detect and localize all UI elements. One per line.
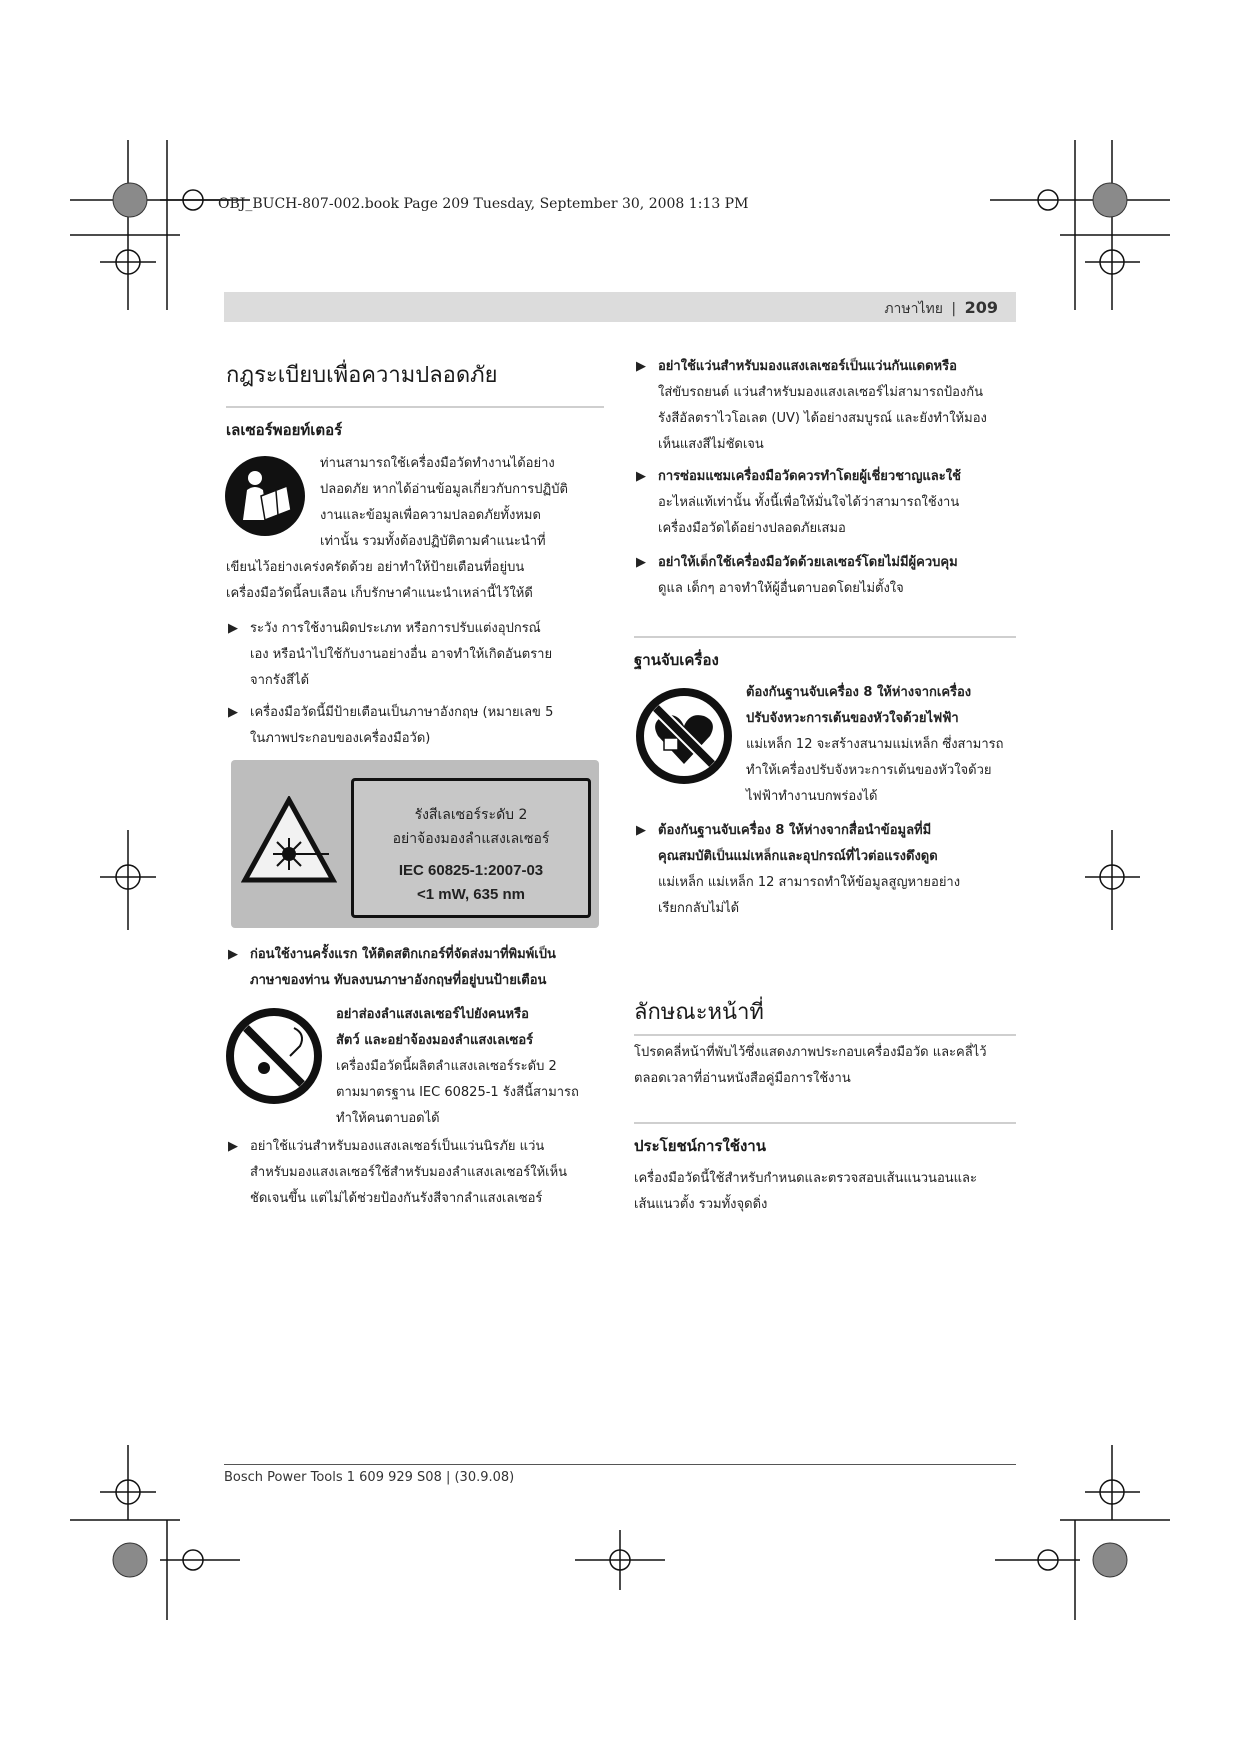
section-divider [634,636,1016,638]
mount-line: ปรับจังหวะการเต้นของหัวใจด้วยไฟฟ้า [746,711,959,726]
intro-text-block [320,451,610,555]
bullet-arrow-icon: ▶ [228,705,238,720]
desc-line: ตลอดเวลาที่อ่านหนังสือคู่มือการใช้งาน [634,1071,851,1086]
bullet-line: เรียกกลับไม่ได้ [658,901,740,916]
bullet-arrow-icon: ▶ [636,359,646,374]
bullet-line: ระวัง การใช้งานผิดประเภท หรือการปรับแต่งอุปกรณ์ [250,621,541,636]
warn-line: สัตว์ และอย่าจ้องมองลำแสงเลเซอร์ [336,1033,534,1048]
bullet-line: ต้องกันฐานจับเครื่อง 8 ให้ห่างจากสื่อนำข้อมูลที่มี [658,823,932,838]
intro-line: งานและข้อมูลเพื่อความปลอดภัยทั้งหมด [320,508,541,523]
intro-line: เขียนไว้อย่างเคร่งครัดด้วย อย่าทำให้ป้ายเตือนที่อยู่บน [226,560,525,575]
bullet-arrow-icon: ▶ [228,1139,238,1154]
section-divider [634,1034,1016,1036]
bullet-line: ดูแล เด็กๆ อาจทำให้ผู้อื่นตาบอดโดยไม่ตั้งใจ [658,581,904,596]
page-header-label: ภาษาไทย | 209 [884,298,998,317]
intro-line: เท่านั้น รวมทั้งต้องปฏิบัติตามคำแนะนำที่ [320,534,546,549]
bullet-line: อะไหล่แท้เท่านั้น ทั้งนี้เพื่อให้มั่นใจได้ว่าสามารถใช้งาน [658,495,960,510]
footer-rule [224,1464,1016,1465]
bullet-line: อย่าใช้แว่นสำหรับมองแสงเลเซอร์เป็นแว่นนิรภัย แว่น [250,1139,545,1154]
section-divider [634,1122,1016,1124]
bullet-arrow-icon: ▶ [636,823,646,838]
desc-line: โปรดคลี่หน้าที่พับไว้ซึ่งแสดงภาพประกอบเครื่องมือวัด และคลี่ไว้ [634,1045,987,1060]
bullet-line: ก่อนใช้งานครั้งแรก ให้ติดสติกเกอร์ที่จัดส่งมาที่พิมพ์เป็น [250,947,556,962]
warn-line: ทำให้คนตาบอดได้ [336,1111,440,1126]
bullet-magnetic-media [636,818,1038,922]
bullet-line: เครื่องมือวัดได้อย่างปลอดภัยเสมอ [658,521,846,536]
language-label: ภาษาไทย [884,301,943,317]
section-title-safety: กฎระเบียบเพื่อความปลอดภัย [226,363,498,388]
bullet-line: เห็นแสงสีไม่ชัดเจน [658,437,764,452]
intro-text-block-cont [226,555,616,607]
pacemaker-warning-text [746,680,1026,810]
label-text-panel [351,778,591,918]
bullet-line: อย่าใช้แว่นสำหรับมองแสงเลเซอร์เป็นแว่นกันแดดหรือ [658,359,957,374]
left-column [226,357,604,392]
label-line-2: อย่าจ้องมองลำแสงเลเซอร์ [392,831,550,847]
bullet-arrow-icon: ▶ [228,621,238,636]
mount-line: ไฟฟ้าทำงานบกพร่องได้ [746,789,878,804]
bullet-line: การซ่อมแซมเครื่องมือวัดควรทำโดยผู้เชี่ยวชาญและใช้ [658,469,961,484]
page-header-bar [224,292,1016,322]
intro-line: เครื่องมือวัดนี้ลบเลือน เก็บรักษาคำแนะนำเหล่านี้ไว้ให้ดี [226,586,533,601]
warn-line: เครื่องมือวัดนี้ผลิตลำแสงเลเซอร์ระดับ 2 [336,1059,557,1074]
bullet-arrow-icon: ▶ [636,555,646,570]
bullet-line: รังสีอัลตราไวโอเลต (UV) ได้อย่างสมบูรณ์ และยังทำให้มอง [658,411,987,426]
bullet-misuse-warning [228,616,630,694]
bullet-line: ใส่ขับรถยนต์ แว่นสำหรับมองแสงเลเซอร์ไม่สามารถป้องกัน [658,385,984,400]
bullet-line: สำหรับมองแสงเลเซอร์ใช้สำหรับมองลำแสงเลเซอร์ให้เห็น [250,1165,568,1180]
bullet-line: เอง หรือนำไปใช้กับงานอย่างอื่น อาจทำให้เกิดอันตราย [250,647,553,662]
subsection-mount: ฐานจับเครื่อง [634,651,719,669]
label-line-3: IEC 60825-1:2007-03 [398,862,544,879]
bullet-english-label [228,700,630,752]
bullet-line: อย่าให้เด็กใช้เครื่องมือวัดด้วยเลเซอร์โดยไม่มีผู้ควบคุม [658,555,958,570]
bullet-line: จากรังสีได้ [250,673,310,688]
use-line: เครื่องมือวัดนี้ใช้สำหรับกำหนดและตรวจสอบเส้นแนวนอนและ [634,1171,977,1186]
section-divider [226,406,604,408]
bullet-arrow-icon: ▶ [636,469,646,484]
warn-line: ตามมาตรฐาน IEC 60825-1 รังสีนี้สามารถ [336,1085,579,1100]
bullet-repair-by-specialist [636,464,1038,542]
no-laser-at-people-icon [224,1006,324,1106]
subsection-laser-pointer: เลเซอร์พอยท์เตอร์ [226,421,343,439]
laser-warning-text [336,1002,616,1132]
label-line-4: <1 mW, 635 nm [417,886,525,903]
subsection-intended-use: ประโยชน์การใช้งาน [634,1137,766,1155]
page-number: 209 [964,298,998,317]
bullet-glasses-not-sunglasses [636,354,1038,458]
bullet-line: เครื่องมือวัดนี้มีป้ายเตือนเป็นภาษาอังกฤษ (หมายเลข 5 [250,705,554,720]
book-meta-line: OBJ_BUCH-807-002.book Page 209 Tuesday, September 30, 2008 1:13 PM [218,196,749,212]
footer-text: Bosch Power Tools 1 609 929 S08 | (30.9.08) [224,1470,515,1485]
mount-line: ต้องกันฐานจับเครื่อง 8 ให้ห่างจากเครื่อง [746,685,972,700]
use-line: เส้นแนวตั้ง รวมทั้งจุดดิ่ง [634,1197,768,1212]
no-pacemaker-icon [634,686,734,786]
bullet-line: ภาษาของท่าน ทับลงบนภาษาอังกฤษที่อยู่บนป้ายเตือน [250,973,547,988]
laser-hazard-icon [241,796,337,884]
bullet-line: ชัดเจนขึ้น แต่ไม่ได้ช่วยป้องกันรังสีจากลำแสงเลเซอร์ [250,1191,543,1206]
bullet-line: ในภาพประกอบของเครื่องมือวัด) [250,731,431,746]
intro-line: ปลอดภัย หากได้อ่านข้อมูลเกี่ยวกับการปฏิบัติ [320,482,568,497]
bullet-arrow-icon: ▶ [228,947,238,962]
section-title-features: ลักษณะหน้าที่ [634,1000,764,1025]
intro-line: ท่านสามารถใช้เครื่องมือวัดทำงานได้อย่าง [320,456,555,471]
laser-warning-label [231,760,599,928]
bullet-line: คุณสมบัติเป็นแม่เหล็กและอุปกรณ์ที่ไวต่อแรงดึงดูด [658,849,938,864]
bullet-line: แม่เหล็ก แม่เหล็ก 12 สามารถทำให้ข้อมูลสูญหายอย่าง [658,875,961,890]
label-line-1: รังสีเลเซอร์ระดับ 2 [414,807,528,823]
intended-use-text [634,1166,1024,1218]
mount-line: ทำให้เครื่องปรับจังหวะการเต้นของหัวใจด้วย [746,763,992,778]
mount-line: แม่เหล็ก 12 จะสร้างสนามแม่เหล็ก ซึ่งสามารถ [746,737,1004,752]
bullet-glasses-not-safety [228,1134,630,1212]
read-manual-icon [225,456,305,536]
features-description [634,1040,1024,1092]
bullet-children-warning [636,550,1038,602]
warn-line: อย่าส่องลำแสงเลเซอร์ไปยังคนหรือ [336,1007,529,1022]
bullet-sticker-instruction [228,942,630,994]
